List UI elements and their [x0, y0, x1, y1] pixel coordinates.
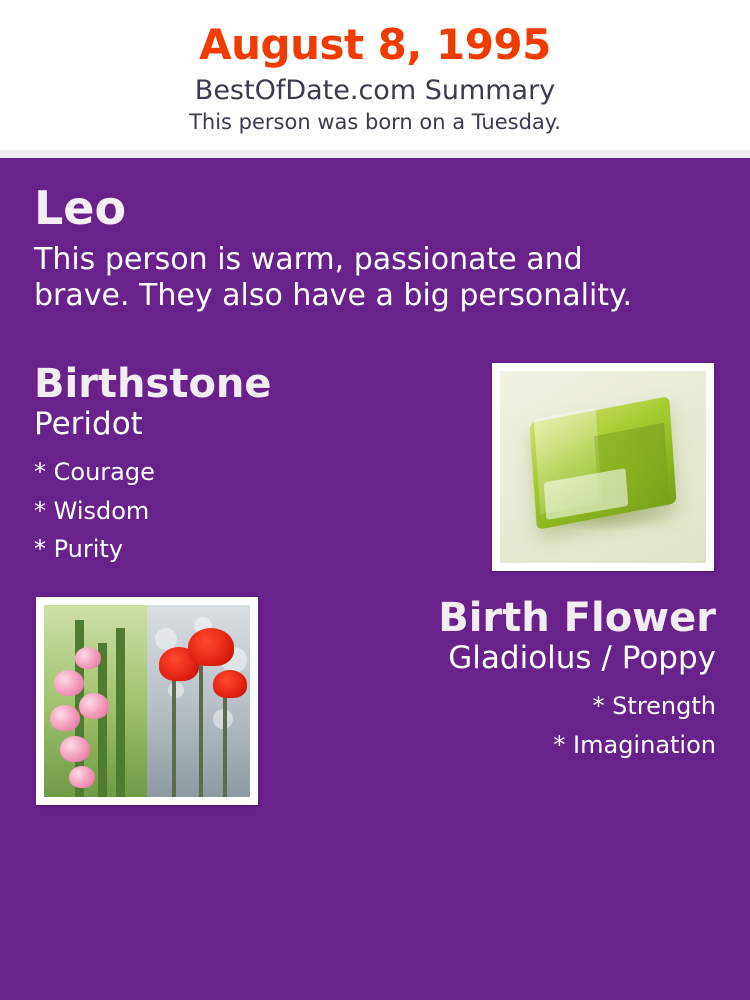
birthstone-title: Birthstone [34, 361, 272, 408]
birth-flower-section [34, 597, 716, 805]
poppy-photo-half [147, 605, 250, 797]
birthstone-trait-list [34, 453, 492, 570]
details-panel [0, 158, 750, 1000]
header [0, 0, 750, 150]
birthstone-section [34, 363, 716, 571]
list-item: * Courage [34, 457, 155, 486]
gladiolus-poppy-photo [44, 605, 250, 797]
zodiac-sign-name: Leo [34, 180, 127, 235]
birth-flower-image [36, 597, 258, 805]
peridot-gemstone-photo [500, 371, 706, 563]
birth-flower-title: Birth Flower [438, 595, 716, 642]
birth-flower-trait-list [282, 687, 716, 765]
list-item: * Wisdom [34, 496, 150, 525]
birth-flower-text [258, 597, 716, 764]
birthstone-image [492, 363, 714, 571]
site-summary-label: BestOfDate.com Summary [194, 75, 556, 107]
birth-day-note: This person was born on a Tuesday. [189, 110, 561, 135]
list-item: * Purity [34, 535, 124, 564]
zodiac-description: This person is warm, passionate and brave. They also have a big personality. [34, 241, 633, 314]
birth-flower-name: Gladiolus / Poppy [448, 640, 716, 677]
list-item: * Imagination [553, 730, 716, 759]
birthstone-name: Peridot [34, 406, 143, 443]
gladiolus-photo-half [44, 605, 147, 797]
page-title: August 8, 1995 [199, 20, 551, 69]
birthstone-text [34, 363, 492, 569]
list-item: * Strength [592, 691, 716, 720]
header-divider [0, 150, 750, 158]
